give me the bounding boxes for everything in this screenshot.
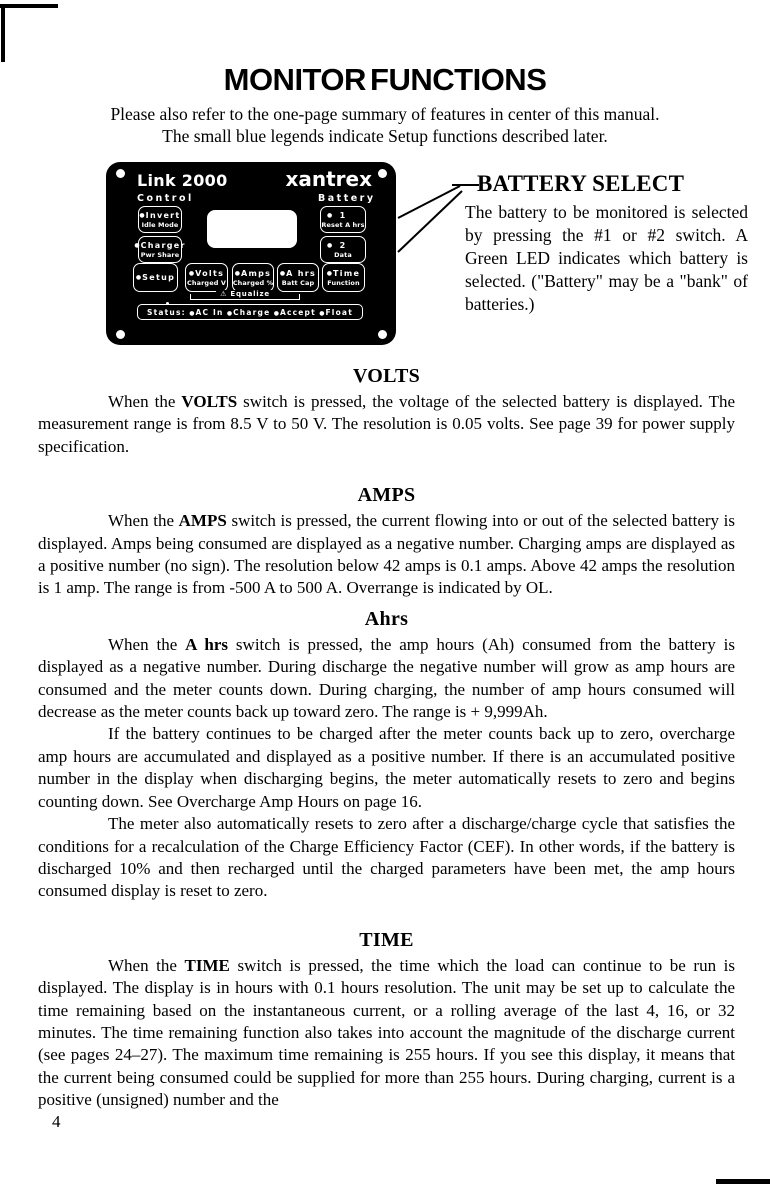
status-item-float: ●Float — [319, 307, 353, 317]
model-name: Link 2000 — [137, 171, 228, 190]
ahrs-paragraph-1: When the A hrs switch is pressed, the amp hours (Ah) consumed from the battery is displayed as a negative number. During discharge the negative number will grow as amp hours are consumed and the meter counts down. During charging, the number of amp hours consumed will decrease as the meter counts back up toward zero. The range is + 9,999Ah. — [38, 634, 735, 722]
amps-heading: AMPS — [357, 484, 416, 507]
battery-2-button-sublabel: Data — [334, 250, 352, 259]
amps-paragraph: When the AMPS switch is pressed, the current flowing into or out of the selected battery is displayed. Amps being consumed are displayed as a negative number. Charging amps are displayed as a positive number (no sign). The resolution below 42 amps is 0.1 amps. Above 42 amps the resolution is 1 amp. The range is from -500 A to 500 A. Overrange is indicated by OL. — [38, 511, 735, 598]
led-dot-icon: ● — [189, 309, 195, 317]
invert-button — [138, 206, 182, 233]
page-number: 4 — [52, 1112, 61, 1131]
equalize-label — [216, 290, 274, 298]
led-dot-icon: ● — [319, 309, 325, 317]
time-button-label: Time — [333, 268, 361, 278]
section-volts — [38, 365, 735, 458]
battery-select-heading: BATTERY SELECT — [477, 171, 685, 196]
led-dot-icon: ● — [226, 309, 233, 317]
crop-mark-bottom-right — [716, 1179, 770, 1184]
battery-group-label: Battery — [318, 193, 376, 204]
time-button — [322, 263, 365, 292]
status-item-accept: ●Accept — [273, 307, 316, 317]
link-2000-panel — [106, 162, 396, 345]
ahrs-paragraph-3: The meter also automatically resets to zero after a discharge/charge cycle that satisfies the conditions for a recalculation of the Charge Efficiency Factor (CEF). In other words, if the battery is discharged 10% and then recharged until the charged parameters have been met, the amp hours consumed display is reset to zero. — [38, 814, 735, 901]
ahrs-paragraph-2: If the battery continues to be charged after the meter counts back up to zero, overcharge amp hours are accumulated and displayed as a positive number. If there is an accumulated positive number in the display when discharging begins, the meter automatically resets to zero and begins counting down. See Overcharge Amp Hours on page 16. — [38, 724, 735, 811]
screw-icon — [116, 330, 125, 339]
status-label: Status: — [147, 307, 186, 317]
brand-logo: xantrex — [285, 167, 372, 191]
lcd-display-window — [207, 210, 297, 248]
led-dot-icon: ● — [234, 269, 241, 277]
equalize-label-text: Equalize — [230, 290, 270, 298]
led-dot-icon: ● — [326, 269, 333, 277]
led-dot-icon: ● — [134, 241, 140, 249]
screw-icon — [378, 169, 387, 178]
led-dot-icon: ● — [135, 274, 142, 281]
ahrs-heading: Ahrs — [364, 607, 409, 630]
status-led-bar — [137, 304, 363, 320]
invert-button-sublabel: Idle Mode — [141, 220, 179, 229]
volts-heading: VOLTS — [352, 365, 421, 387]
time-heading: TIME — [359, 928, 414, 951]
setup-button-label: Setup — [142, 273, 176, 282]
battery-1-button — [320, 206, 366, 233]
crop-mark-top-left-horizontal — [0, 4, 58, 8]
volts-button-sublabel: Charged V — [187, 278, 226, 287]
warning-triangle-icon: ⚠ — [220, 290, 228, 298]
section-amps — [38, 484, 735, 600]
volts-button-label: Volts — [195, 268, 225, 278]
amps-button-sublabel: Charged % — [232, 278, 274, 287]
time-paragraph: When the TIME switch is pressed, the time which the load can continue to be run is displayed. The display is in hours with 0.1 hours resolution. The unit may be set up to calculate the time remaining based on the instantaneous current, or a rolling average of the last 4, 16, or 32 minutes. The time remaining function also takes into account the magnitude of the discharge current (see pages 24–27). The maximum time remaining is 255 hours. If you see this display, it means that the current being consumed could be supplied for more than 255 hours. During charging, current is a positive (unsigned) number and the — [38, 955, 735, 1110]
charger-button-sublabel: Pwr Share — [140, 250, 180, 259]
ahrs-button — [277, 263, 319, 292]
led-dot-icon: ● — [139, 211, 145, 219]
subtitle-line-2: The small blue legends indicate Setup functions described later. — [162, 126, 608, 146]
volts-paragraph: When the VOLTS switch is pressed, the voltage of the selected battery is displayed. The measurement range is from 8.5 V to 50 V. The resolution is 0.05 volts. See page 39 for power supply specification. — [38, 392, 736, 456]
setup-button — [133, 263, 178, 292]
invert-button-label: Invert — [145, 210, 181, 220]
battery-1-button-label: 1 — [339, 210, 347, 220]
ahrs-button-sublabel: Batt Cap — [281, 278, 315, 287]
battery-1-button-sublabel: Reset A hrs — [321, 220, 365, 229]
status-item-charge: ●Charge — [226, 307, 271, 317]
charger-button — [134, 236, 186, 263]
battery-2-button-label: 2 — [339, 240, 347, 250]
amps-button-label: Amps — [241, 268, 272, 278]
battery-2-button — [320, 236, 366, 263]
volts-button — [185, 263, 228, 292]
crop-mark-top-left-vertical — [1, 4, 5, 62]
charger-button-label: Charger — [140, 240, 186, 250]
battery-select-body: The battery to be monitored is selected by pressing the #1 or #2 switch. A Green LED indicates which battery is selected. ("Battery" may be a "bank" of batteries.) — [465, 202, 748, 314]
led-dot-icon: ● — [327, 212, 333, 219]
status-item-ac-in: ●AC In — [189, 307, 224, 317]
led-dot-icon: ● — [279, 269, 286, 277]
control-group-label: Control — [137, 193, 194, 204]
led-dot-icon: ● — [327, 242, 333, 249]
amps-button — [232, 263, 274, 292]
page-title: MONITOR FUNCTIONS — [223, 62, 547, 97]
section-ahrs — [38, 608, 735, 903]
page-header — [0, 62, 770, 147]
screw-icon — [378, 330, 387, 339]
time-button-sublabel: Function — [327, 278, 360, 287]
equalize-bracket — [190, 290, 300, 300]
section-time — [38, 929, 735, 1112]
led-dot-icon: ● — [273, 309, 279, 317]
led-dot-icon: ● — [188, 269, 195, 277]
manual-body — [38, 357, 735, 1112]
screw-icon — [116, 169, 125, 178]
subtitle-line-1: Please also refer to the one-page summary of features in center of this manual. — [110, 104, 660, 124]
ahrs-button-label: A hrs — [286, 268, 317, 278]
